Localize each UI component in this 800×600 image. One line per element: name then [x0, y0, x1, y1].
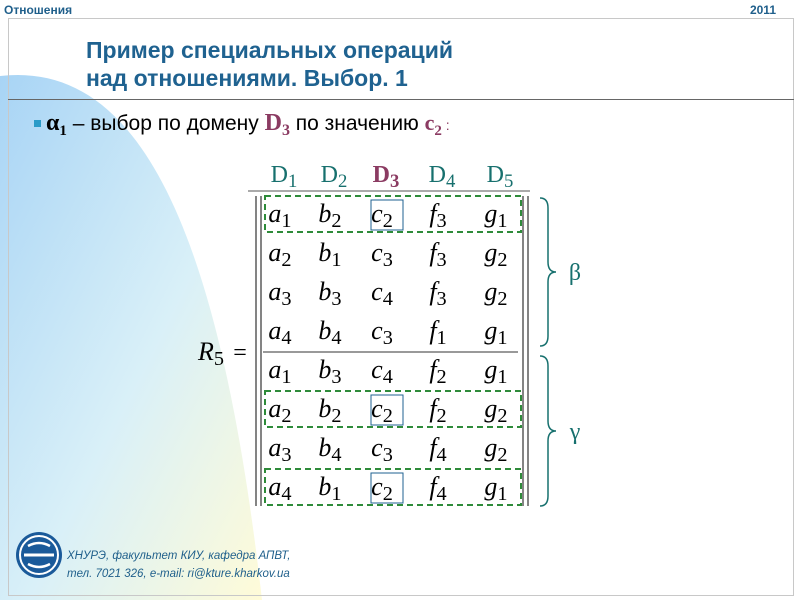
title-line-2: над отношениями. Выбор. 1	[86, 65, 408, 91]
cell-b1: b1	[318, 238, 342, 271]
cell-b4: b4	[318, 316, 342, 349]
column-header-D4: $D_4$	[428, 162, 456, 192]
beta-group-brace	[540, 198, 556, 346]
footer-contacts	[67, 547, 290, 583]
cell-b2: b2	[318, 199, 342, 232]
cell-c2: c2	[371, 472, 393, 505]
university-logo	[14, 530, 64, 580]
cell-b3: b3	[318, 355, 342, 388]
header-year: 2011	[749, 3, 776, 17]
bullet-value-subscript: 2	[434, 123, 442, 140]
gamma-group-brace	[540, 356, 556, 506]
cell-f2: f2	[429, 355, 447, 388]
cell-f4: f4	[429, 472, 447, 505]
alpha-symbol: α	[46, 110, 60, 136]
cell-g1: g1	[484, 472, 508, 505]
cell-f2: f2	[429, 394, 447, 427]
cell-a4: a4	[268, 316, 292, 349]
cell-a2: a2	[268, 394, 292, 427]
cell-g2: g2	[484, 433, 508, 466]
cell-c2: c2	[371, 199, 393, 232]
cell-f3: f3	[429, 238, 447, 271]
equals-sign: =	[233, 340, 247, 366]
column-header-D2: $D_2$	[320, 162, 348, 192]
footer-line-1: ХНУРЭ, факультет КИУ, кафедра АПВТ,	[67, 550, 291, 562]
footer-line-2: тел. 7021 326, e-mail: ri@kture.kharkov.ua	[67, 568, 290, 580]
cell-g2: g2	[484, 277, 508, 310]
title-line-1: Пример специальных операций	[86, 37, 453, 63]
gamma-group-label: γ	[569, 419, 581, 445]
cell-c4: c4	[371, 277, 393, 310]
cell-a3: a3	[268, 277, 292, 310]
cell-c3: c3	[371, 238, 393, 271]
bullet-value: c	[424, 110, 435, 135]
bullet-text-before: – выбор по домену	[66, 112, 265, 135]
cell-f3: f3	[429, 199, 447, 232]
cell-c4: c4	[371, 355, 393, 388]
cell-g1: g1	[484, 316, 508, 349]
cell-c3: c3	[371, 316, 393, 349]
relation-name: R5	[197, 337, 225, 370]
cell-b1: b1	[318, 472, 342, 505]
header-topic: Отношения	[4, 3, 73, 17]
bullet-domain-subscript: 3	[281, 122, 290, 140]
selected-row-box	[265, 196, 521, 232]
cell-b4: b4	[318, 433, 342, 466]
cell-a1: a1	[268, 199, 292, 232]
column-header-D3: $D_3$	[372, 162, 400, 192]
cell-a2: a2	[268, 238, 292, 271]
cell-g2: g2	[484, 238, 508, 271]
cell-f3: f3	[429, 277, 447, 310]
cell-c3: c3	[371, 433, 393, 466]
column-header-D5: $D_5$	[486, 162, 514, 192]
cell-b2: b2	[318, 394, 342, 427]
bullet-colon: :	[441, 117, 450, 133]
cell-a4: a4	[268, 472, 292, 505]
cell-b3: b3	[318, 277, 342, 310]
cell-f4: f4	[429, 433, 447, 466]
alpha-subscript: 1	[59, 123, 67, 140]
cell-g1: g1	[484, 355, 508, 388]
cell-a3: a3	[268, 433, 292, 466]
column-header-D1: $D_1$	[270, 162, 298, 192]
cell-f1: f1	[429, 316, 447, 349]
selected-row-box	[265, 469, 521, 505]
cell-g1: g1	[484, 199, 508, 232]
bullet-text-middle: по значению	[289, 112, 425, 135]
cell-c2: c2	[371, 394, 393, 427]
selected-row-box	[265, 391, 521, 427]
cell-a1: a1	[268, 355, 292, 388]
bullet-domain: D	[264, 110, 282, 136]
beta-group-label: β	[568, 260, 582, 286]
cell-g2: g2	[484, 394, 508, 427]
